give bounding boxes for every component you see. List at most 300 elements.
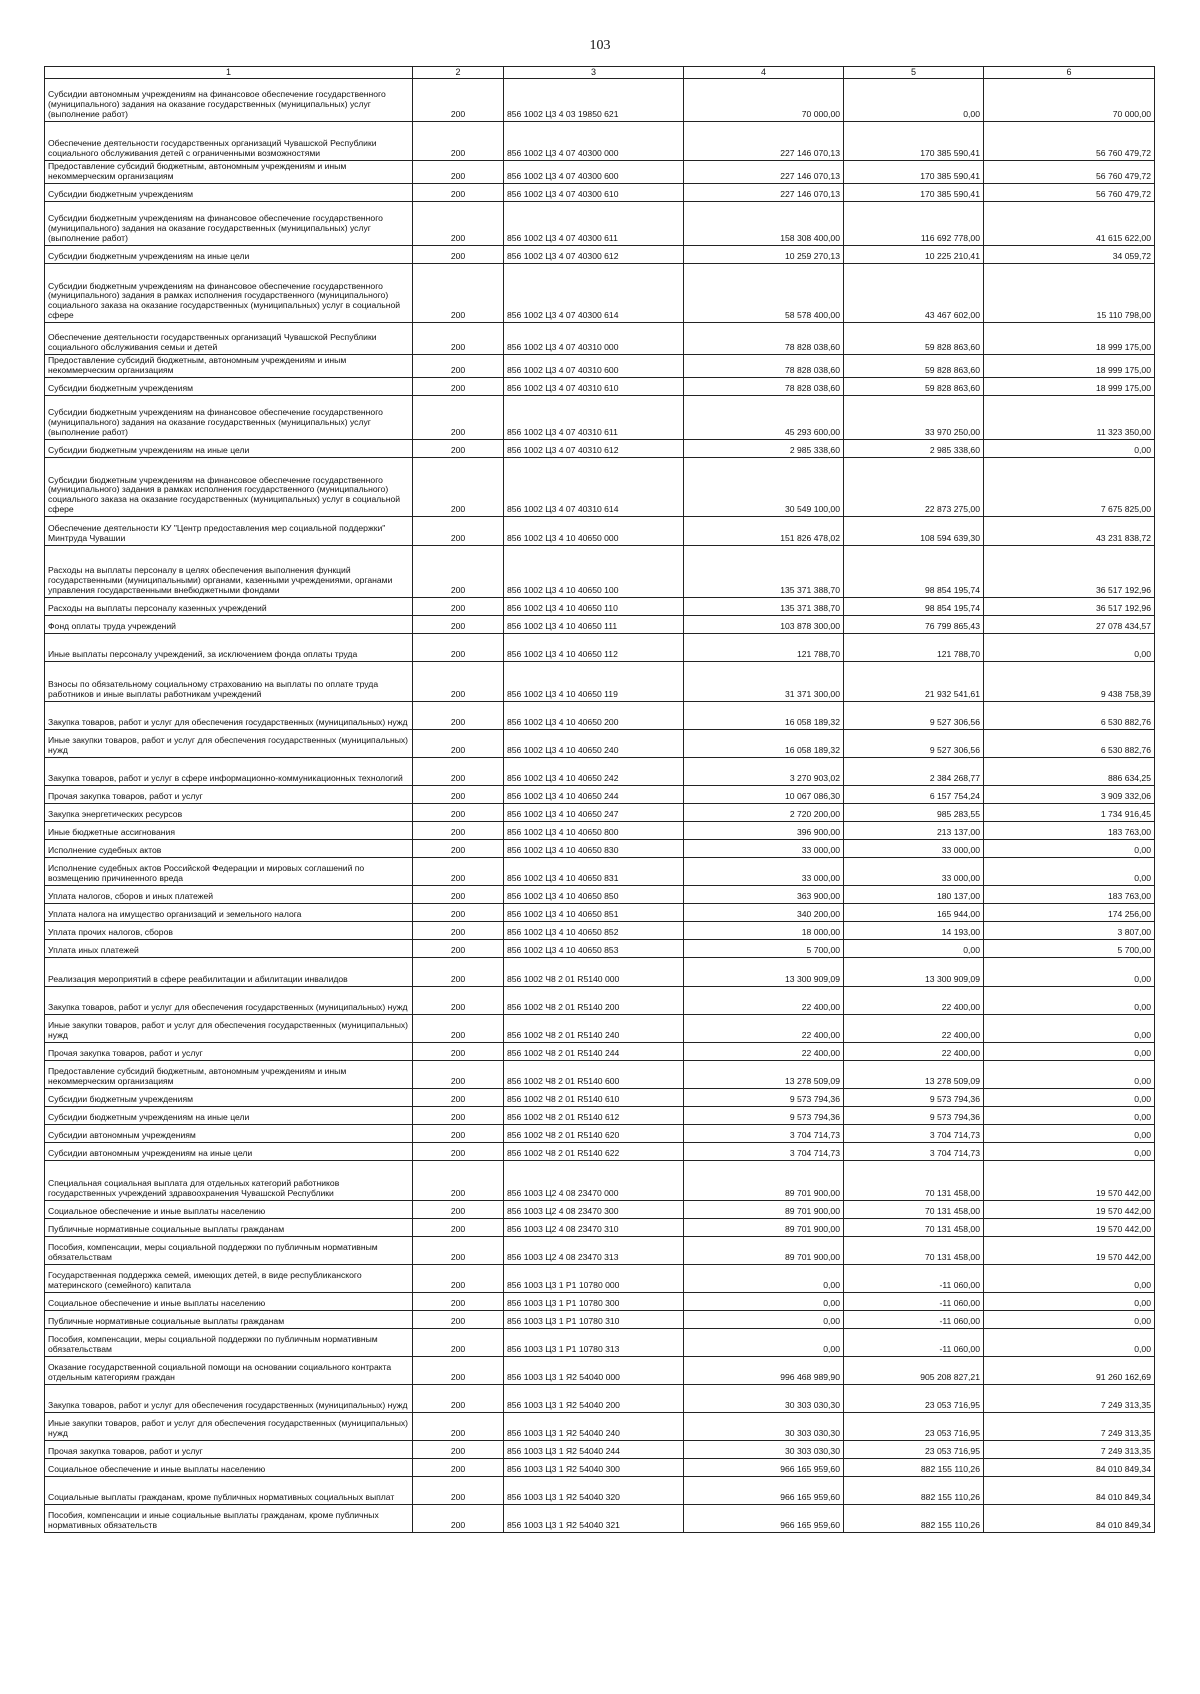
- row-admin-code: 200: [413, 1505, 504, 1533]
- row-name: Субсидии бюджетным учреждениям на финансовое обеспечение государственного (муниципального) задания на оказание государственных (муниципальных) услуг (выполнение работ): [45, 396, 413, 440]
- row-name: Специальная социальная выплата для отдельных категорий работников государственных учреждений здравоохранения Чувашской Республики: [45, 1161, 413, 1201]
- row-budget-code: 856 1003 Ц3 1 Я2 54040 200: [504, 1385, 684, 1413]
- table-row: [45, 378, 1155, 396]
- table-row: [45, 1505, 1155, 1533]
- row-admin-code: 200: [413, 822, 504, 840]
- table-row: [45, 1161, 1155, 1201]
- row-executed-amount: 9 527 306,56: [844, 702, 984, 730]
- row-planned-amount: 31 371 300,00: [684, 662, 844, 702]
- row-remaining-amount: 19 570 442,00: [984, 1219, 1155, 1237]
- row-admin-code: 200: [413, 458, 504, 517]
- row-planned-amount: 18 000,00: [684, 922, 844, 940]
- row-executed-amount: 213 137,00: [844, 822, 984, 840]
- row-remaining-amount: 0,00: [984, 958, 1155, 987]
- row-budget-code: 856 1002 Ц3 4 10 40650 242: [504, 758, 684, 786]
- row-remaining-amount: 91 260 162,69: [984, 1357, 1155, 1385]
- column-header: 1: [45, 67, 413, 79]
- row-executed-amount: 116 692 778,00: [844, 202, 984, 246]
- row-admin-code: 200: [413, 758, 504, 786]
- row-budget-code: 856 1002 Ц3 4 10 40650 111: [504, 616, 684, 634]
- row-executed-amount: 170 385 590,41: [844, 161, 984, 184]
- row-remaining-amount: 0,00: [984, 1311, 1155, 1329]
- table-body: [45, 67, 1155, 1533]
- row-admin-code: 200: [413, 1107, 504, 1125]
- row-executed-amount: 9 527 306,56: [844, 730, 984, 758]
- row-admin-code: 200: [413, 616, 504, 634]
- row-name: Пособия, компенсации, меры социальной поддержки по публичным нормативным обязательствам: [45, 1329, 413, 1357]
- row-executed-amount: 70 131 458,00: [844, 1201, 984, 1219]
- row-planned-amount: 158 308 400,00: [684, 202, 844, 246]
- row-budget-code: 856 1002 Ц3 4 10 40650 240: [504, 730, 684, 758]
- row-executed-amount: 108 594 639,30: [844, 517, 984, 546]
- row-budget-code: 856 1002 Ц3 4 07 40300 000: [504, 122, 684, 161]
- row-executed-amount: 33 000,00: [844, 858, 984, 886]
- row-planned-amount: 30 303 030,30: [684, 1441, 844, 1459]
- table-row: [45, 1219, 1155, 1237]
- row-remaining-amount: 0,00: [984, 1125, 1155, 1143]
- row-planned-amount: 0,00: [684, 1293, 844, 1311]
- table-row: [45, 1385, 1155, 1413]
- row-name: Предоставление субсидий бюджетным, автономным учреждениям и иным некоммерческим организациям: [45, 355, 413, 378]
- row-admin-code: 200: [413, 1357, 504, 1385]
- row-name: Государственная поддержка семей, имеющих детей, в виде республиканского материнского (семейного) капитала: [45, 1265, 413, 1293]
- row-remaining-amount: 56 760 479,72: [984, 161, 1155, 184]
- row-name: Обеспечение деятельности КУ "Центр предоставления мер социальной поддержки" Минтруда Чувашии: [45, 517, 413, 546]
- row-admin-code: 200: [413, 634, 504, 662]
- row-executed-amount: 882 155 110,26: [844, 1505, 984, 1533]
- row-planned-amount: 996 468 989,90: [684, 1357, 844, 1385]
- row-planned-amount: 966 165 959,60: [684, 1477, 844, 1505]
- row-admin-code: 200: [413, 1061, 504, 1089]
- row-executed-amount: 0,00: [844, 79, 984, 122]
- row-name: Публичные нормативные социальные выплаты гражданам: [45, 1311, 413, 1329]
- row-name: Закупка энергетических ресурсов: [45, 804, 413, 822]
- row-name: Иные выплаты персоналу учреждений, за исключением фонда оплаты труда: [45, 634, 413, 662]
- row-remaining-amount: 36 517 192,96: [984, 598, 1155, 616]
- row-executed-amount: 0,00: [844, 940, 984, 958]
- row-name: Социальное обеспечение и иные выплаты населению: [45, 1201, 413, 1219]
- table-row: [45, 1061, 1155, 1089]
- row-admin-code: 200: [413, 1311, 504, 1329]
- row-planned-amount: 227 146 070,13: [684, 122, 844, 161]
- row-admin-code: 200: [413, 1477, 504, 1505]
- row-name: Субсидии автономным учреждениям: [45, 1125, 413, 1143]
- table-row: [45, 1089, 1155, 1107]
- row-planned-amount: 33 000,00: [684, 840, 844, 858]
- row-remaining-amount: 886 634,25: [984, 758, 1155, 786]
- row-admin-code: 200: [413, 1219, 504, 1237]
- row-executed-amount: 3 704 714,73: [844, 1143, 984, 1161]
- row-budget-code: 856 1003 Ц3 1 Я2 54040 320: [504, 1477, 684, 1505]
- row-executed-amount: 70 131 458,00: [844, 1237, 984, 1265]
- row-executed-amount: 121 788,70: [844, 634, 984, 662]
- table-row: [45, 1201, 1155, 1219]
- table-row: [45, 987, 1155, 1015]
- table-row: [45, 1293, 1155, 1311]
- row-admin-code: 200: [413, 940, 504, 958]
- row-name: Субсидии бюджетным учреждениям на финансовое обеспечение государственного (муниципального) задания на оказание государственных (муниципальных) услуг (выполнение работ): [45, 202, 413, 246]
- table-row: [45, 1015, 1155, 1043]
- row-admin-code: 200: [413, 1441, 504, 1459]
- row-planned-amount: 89 701 900,00: [684, 1237, 844, 1265]
- row-budget-code: 856 1002 Ч8 2 01 R5140 610: [504, 1089, 684, 1107]
- row-budget-code: 856 1002 Ц3 4 10 40650 800: [504, 822, 684, 840]
- row-remaining-amount: 7 249 313,35: [984, 1441, 1155, 1459]
- row-executed-amount: -11 060,00: [844, 1293, 984, 1311]
- row-remaining-amount: 0,00: [984, 440, 1155, 458]
- row-remaining-amount: 7 249 313,35: [984, 1413, 1155, 1441]
- row-budget-code: 856 1002 Ч8 2 01 R5140 600: [504, 1061, 684, 1089]
- row-budget-code: 856 1002 Ц3 4 07 40310 614: [504, 458, 684, 517]
- row-planned-amount: 0,00: [684, 1311, 844, 1329]
- row-admin-code: 200: [413, 378, 504, 396]
- table-row: [45, 786, 1155, 804]
- row-budget-code: 856 1002 Ц3 4 10 40650 119: [504, 662, 684, 702]
- row-name: Прочая закупка товаров, работ и услуг: [45, 1441, 413, 1459]
- row-name: Оказание государственной социальной помощи на основании социального контракта отдельным категориям граждан: [45, 1357, 413, 1385]
- row-planned-amount: 3 270 903,02: [684, 758, 844, 786]
- column-number-row: [45, 67, 1155, 79]
- row-planned-amount: 3 704 714,73: [684, 1143, 844, 1161]
- row-executed-amount: 882 155 110,26: [844, 1477, 984, 1505]
- row-remaining-amount: 9 438 758,39: [984, 662, 1155, 702]
- table-row: [45, 202, 1155, 246]
- row-name: Субсидии бюджетным учреждениям: [45, 1089, 413, 1107]
- row-name: Иные закупки товаров, работ и услуг для обеспечения государственных (муниципальных) нужд: [45, 1015, 413, 1043]
- page-number: 103: [589, 38, 611, 53]
- table-row: [45, 922, 1155, 940]
- row-budget-code: 856 1003 Ц2 4 08 23470 313: [504, 1237, 684, 1265]
- row-executed-amount: 9 573 794,36: [844, 1107, 984, 1125]
- row-budget-code: 856 1003 Ц3 1 Я2 54040 244: [504, 1441, 684, 1459]
- row-admin-code: 200: [413, 246, 504, 264]
- row-planned-amount: 45 293 600,00: [684, 396, 844, 440]
- row-planned-amount: 22 400,00: [684, 1015, 844, 1043]
- row-admin-code: 200: [413, 598, 504, 616]
- row-remaining-amount: 19 570 442,00: [984, 1201, 1155, 1219]
- row-executed-amount: -11 060,00: [844, 1311, 984, 1329]
- row-budget-code: 856 1002 Ц3 4 07 40300 611: [504, 202, 684, 246]
- row-budget-code: 856 1002 Ч8 2 01 R5140 000: [504, 958, 684, 987]
- row-planned-amount: 0,00: [684, 1329, 844, 1357]
- row-planned-amount: 2 720 200,00: [684, 804, 844, 822]
- row-planned-amount: 121 788,70: [684, 634, 844, 662]
- row-name: Закупка товаров, работ и услуг для обеспечения государственных (муниципальных) нужд: [45, 987, 413, 1015]
- row-remaining-amount: 7 675 825,00: [984, 458, 1155, 517]
- row-planned-amount: 966 165 959,60: [684, 1505, 844, 1533]
- table-row: [45, 758, 1155, 786]
- row-budget-code: 856 1002 Ц3 4 07 40310 610: [504, 378, 684, 396]
- row-admin-code: 200: [413, 858, 504, 886]
- row-budget-code: 856 1002 Ц3 4 10 40650 112: [504, 634, 684, 662]
- row-name: Закупка товаров, работ и услуг в сфере информационно-коммуникационных технологий: [45, 758, 413, 786]
- row-name: Уплата налога на имущество организаций и земельного налога: [45, 904, 413, 922]
- row-executed-amount: 59 828 863,60: [844, 355, 984, 378]
- row-budget-code: 856 1002 Ц3 4 03 19850 621: [504, 79, 684, 122]
- row-budget-code: 856 1003 Ц3 1 P1 10780 313: [504, 1329, 684, 1357]
- row-executed-amount: 43 467 602,00: [844, 264, 984, 323]
- row-admin-code: 200: [413, 804, 504, 822]
- row-admin-code: 200: [413, 1329, 504, 1357]
- row-executed-amount: 6 157 754,24: [844, 786, 984, 804]
- row-budget-code: 856 1002 Ц3 4 10 40650 850: [504, 886, 684, 904]
- row-planned-amount: 58 578 400,00: [684, 264, 844, 323]
- row-budget-code: 856 1003 Ц3 1 P1 10780 310: [504, 1311, 684, 1329]
- row-executed-amount: 170 385 590,41: [844, 184, 984, 202]
- row-budget-code: 856 1002 Ц3 4 10 40650 852: [504, 922, 684, 940]
- row-executed-amount: 905 208 827,21: [844, 1357, 984, 1385]
- row-executed-amount: 2 384 268,77: [844, 758, 984, 786]
- row-executed-amount: 22 873 275,00: [844, 458, 984, 517]
- table-row: [45, 616, 1155, 634]
- row-planned-amount: 78 828 038,60: [684, 355, 844, 378]
- row-name: Иные бюджетные ассигнования: [45, 822, 413, 840]
- row-planned-amount: 151 826 478,02: [684, 517, 844, 546]
- column-header: 5: [844, 67, 984, 79]
- row-budget-code: 856 1002 Ч8 2 01 R5140 620: [504, 1125, 684, 1143]
- row-remaining-amount: 5 700,00: [984, 940, 1155, 958]
- row-remaining-amount: 27 078 434,57: [984, 616, 1155, 634]
- table-row: [45, 79, 1155, 122]
- table-row: [45, 702, 1155, 730]
- row-name: Субсидии бюджетным учреждениям: [45, 378, 413, 396]
- row-executed-amount: 98 854 195,74: [844, 546, 984, 598]
- row-admin-code: 200: [413, 264, 504, 323]
- row-name: Социальное обеспечение и иные выплаты населению: [45, 1293, 413, 1311]
- row-remaining-amount: 1 734 916,45: [984, 804, 1155, 822]
- row-name: Прочая закупка товаров, работ и услуг: [45, 1043, 413, 1061]
- table-row: [45, 355, 1155, 378]
- row-admin-code: 200: [413, 79, 504, 122]
- row-name: Закупка товаров, работ и услуг для обеспечения государственных (муниципальных) нужд: [45, 702, 413, 730]
- table-row: [45, 840, 1155, 858]
- row-admin-code: 200: [413, 202, 504, 246]
- row-admin-code: 200: [413, 122, 504, 161]
- table-row: [45, 1357, 1155, 1385]
- table-row: [45, 1043, 1155, 1061]
- row-name: Исполнение судебных актов Российской Федерации и мировых соглашений по возмещению причиненного вреда: [45, 858, 413, 886]
- row-admin-code: 200: [413, 1015, 504, 1043]
- row-budget-code: 856 1002 Ц3 4 07 40310 600: [504, 355, 684, 378]
- row-admin-code: 200: [413, 702, 504, 730]
- row-name: Обеспечение деятельности государственных организаций Чувашской Республики социального обслуживания детей с ограниченными возможностями: [45, 122, 413, 161]
- row-planned-amount: 13 278 509,09: [684, 1061, 844, 1089]
- row-name: Расходы на выплаты персоналу в целях обеспечения выполнения функций государственными (муниципальными) органами, казенными учреждениями, органами управления государственными внебюджетными фондами: [45, 546, 413, 598]
- row-remaining-amount: 19 570 442,00: [984, 1237, 1155, 1265]
- table-row: [45, 822, 1155, 840]
- row-admin-code: 200: [413, 1237, 504, 1265]
- row-budget-code: 856 1003 Ц2 4 08 23470 310: [504, 1219, 684, 1237]
- row-remaining-amount: 0,00: [984, 987, 1155, 1015]
- row-executed-amount: 14 193,00: [844, 922, 984, 940]
- row-remaining-amount: 183 763,00: [984, 822, 1155, 840]
- row-name: Уплата прочих налогов, сборов: [45, 922, 413, 940]
- row-admin-code: 200: [413, 886, 504, 904]
- row-budget-code: 856 1002 Ц3 4 07 40310 000: [504, 323, 684, 355]
- row-budget-code: 856 1003 Ц3 1 Я2 54040 321: [504, 1505, 684, 1533]
- row-name: Субсидии автономным учреждениям на финансовое обеспечение государственного (муниципального) задания на оказание государственных (муниципальных) услуг (выполнение работ): [45, 79, 413, 122]
- row-budget-code: 856 1002 Ц3 4 10 40650 000: [504, 517, 684, 546]
- row-name: Уплата иных платежей: [45, 940, 413, 958]
- row-planned-amount: 227 146 070,13: [684, 161, 844, 184]
- row-admin-code: 200: [413, 396, 504, 440]
- table-row: [45, 1329, 1155, 1357]
- table-row: [45, 546, 1155, 598]
- table-row: [45, 323, 1155, 355]
- row-name: Исполнение судебных актов: [45, 840, 413, 858]
- row-budget-code: 856 1002 Ц3 4 10 40650 110: [504, 598, 684, 616]
- row-remaining-amount: 0,00: [984, 1329, 1155, 1357]
- row-planned-amount: 9 573 794,36: [684, 1107, 844, 1125]
- row-executed-amount: -11 060,00: [844, 1329, 984, 1357]
- row-planned-amount: 2 985 338,60: [684, 440, 844, 458]
- row-admin-code: 200: [413, 662, 504, 702]
- row-remaining-amount: 174 256,00: [984, 904, 1155, 922]
- row-name: Реализация мероприятий в сфере реабилитации и абилитации инвалидов: [45, 958, 413, 987]
- table-row: [45, 598, 1155, 616]
- row-admin-code: 200: [413, 323, 504, 355]
- row-remaining-amount: 11 323 350,00: [984, 396, 1155, 440]
- row-budget-code: 856 1002 Ц3 4 07 40310 611: [504, 396, 684, 440]
- row-planned-amount: 10 259 270,13: [684, 246, 844, 264]
- row-name: Обеспечение деятельности государственных организаций Чувашской Республики социального обслуживания семьи и детей: [45, 323, 413, 355]
- row-admin-code: 200: [413, 922, 504, 940]
- table-row: [45, 1107, 1155, 1125]
- row-name: Иные закупки товаров, работ и услуг для обеспечения государственных (муниципальных) нужд: [45, 730, 413, 758]
- row-executed-amount: 13 278 509,09: [844, 1061, 984, 1089]
- row-budget-code: 856 1002 Ц3 4 07 40300 600: [504, 161, 684, 184]
- table-row: [45, 184, 1155, 202]
- row-remaining-amount: 84 010 849,34: [984, 1459, 1155, 1477]
- row-budget-code: 856 1002 Ц3 4 07 40300 610: [504, 184, 684, 202]
- row-budget-code: 856 1003 Ц3 1 Я2 54040 000: [504, 1357, 684, 1385]
- row-admin-code: 200: [413, 184, 504, 202]
- row-admin-code: 200: [413, 840, 504, 858]
- row-budget-code: 856 1003 Ц3 1 P1 10780 300: [504, 1293, 684, 1311]
- row-planned-amount: 16 058 189,32: [684, 730, 844, 758]
- row-executed-amount: 22 400,00: [844, 1043, 984, 1061]
- table-row: [45, 858, 1155, 886]
- row-admin-code: 200: [413, 161, 504, 184]
- row-remaining-amount: 0,00: [984, 858, 1155, 886]
- row-budget-code: 856 1002 Ц3 4 10 40650 247: [504, 804, 684, 822]
- row-remaining-amount: 36 517 192,96: [984, 546, 1155, 598]
- row-name: Взносы по обязательному социальному страхованию на выплаты по оплате труда работников и иные выплаты работникам учреждений: [45, 662, 413, 702]
- row-name: Уплата налогов, сборов и иных платежей: [45, 886, 413, 904]
- row-admin-code: 200: [413, 1201, 504, 1219]
- row-admin-code: 200: [413, 1043, 504, 1061]
- row-remaining-amount: 0,00: [984, 1143, 1155, 1161]
- row-executed-amount: 22 400,00: [844, 987, 984, 1015]
- row-admin-code: 200: [413, 1459, 504, 1477]
- row-planned-amount: 78 828 038,60: [684, 378, 844, 396]
- row-budget-code: 856 1002 Ц3 4 10 40650 831: [504, 858, 684, 886]
- row-remaining-amount: 183 763,00: [984, 886, 1155, 904]
- row-planned-amount: 30 303 030,30: [684, 1413, 844, 1441]
- table-row: [45, 161, 1155, 184]
- row-name: Субсидии бюджетным учреждениям на финансовое обеспечение государственного (муниципального) задания в рамках исполнения государственного (муниципального) социального заказа на оказание государственных (муниципальных) услуг в социальной сфере: [45, 264, 413, 323]
- row-remaining-amount: 3 807,00: [984, 922, 1155, 940]
- row-remaining-amount: 70 000,00: [984, 79, 1155, 122]
- row-name: Субсидии бюджетным учреждениям на иные цели: [45, 440, 413, 458]
- row-admin-code: 200: [413, 730, 504, 758]
- table-row: [45, 904, 1155, 922]
- row-executed-amount: 985 283,55: [844, 804, 984, 822]
- row-executed-amount: 3 704 714,73: [844, 1125, 984, 1143]
- row-budget-code: 856 1002 Ч8 2 01 R5140 622: [504, 1143, 684, 1161]
- row-admin-code: 200: [413, 355, 504, 378]
- row-planned-amount: 135 371 388,70: [684, 546, 844, 598]
- row-remaining-amount: 0,00: [984, 1015, 1155, 1043]
- table-row: [45, 122, 1155, 161]
- row-remaining-amount: 6 530 882,76: [984, 730, 1155, 758]
- row-admin-code: 200: [413, 1089, 504, 1107]
- row-planned-amount: 78 828 038,60: [684, 323, 844, 355]
- table-row: [45, 634, 1155, 662]
- row-name: Субсидии бюджетным учреждениям: [45, 184, 413, 202]
- row-planned-amount: 89 701 900,00: [684, 1219, 844, 1237]
- row-planned-amount: 0,00: [684, 1265, 844, 1293]
- row-executed-amount: 22 400,00: [844, 1015, 984, 1043]
- row-admin-code: 200: [413, 786, 504, 804]
- row-name: Предоставление субсидий бюджетным, автономным учреждениям и иным некоммерческим организациям: [45, 1061, 413, 1089]
- row-admin-code: 200: [413, 1293, 504, 1311]
- table-row: [45, 1311, 1155, 1329]
- row-budget-code: 856 1002 Ч8 2 01 R5140 240: [504, 1015, 684, 1043]
- row-budget-code: 856 1003 Ц3 1 Я2 54040 300: [504, 1459, 684, 1477]
- row-name: Пособия, компенсации, меры социальной поддержки по публичным нормативным обязательствам: [45, 1237, 413, 1265]
- row-executed-amount: 23 053 716,95: [844, 1413, 984, 1441]
- table-row: [45, 804, 1155, 822]
- row-name: Предоставление субсидий бюджетным, автономным учреждениям и иным некоммерческим организациям: [45, 161, 413, 184]
- row-budget-code: 856 1002 Ц3 4 10 40650 851: [504, 904, 684, 922]
- row-admin-code: 200: [413, 1413, 504, 1441]
- table-row: [45, 1237, 1155, 1265]
- row-name: Иные закупки товаров, работ и услуг для обеспечения государственных (муниципальных) нужд: [45, 1413, 413, 1441]
- row-remaining-amount: 0,00: [984, 840, 1155, 858]
- row-admin-code: 200: [413, 1143, 504, 1161]
- row-budget-code: 856 1002 Ц3 4 10 40650 853: [504, 940, 684, 958]
- row-remaining-amount: 0,00: [984, 1061, 1155, 1089]
- row-admin-code: 200: [413, 1161, 504, 1201]
- table-row: [45, 940, 1155, 958]
- row-name: Субсидии бюджетным учреждениям на финансовое обеспечение государственного (муниципального) задания в рамках исполнения государственного (муниципального) социального заказа на оказание государственных (муниципальных) услуг в социальной сфере: [45, 458, 413, 517]
- row-planned-amount: 22 400,00: [684, 1043, 844, 1061]
- row-budget-code: 856 1002 Ц3 4 10 40650 244: [504, 786, 684, 804]
- row-name: Закупка товаров, работ и услуг для обеспечения государственных (муниципальных) нужд: [45, 1385, 413, 1413]
- row-executed-amount: 59 828 863,60: [844, 323, 984, 355]
- row-executed-amount: 10 225 210,41: [844, 246, 984, 264]
- row-budget-code: 856 1003 Ц3 1 P1 10780 000: [504, 1265, 684, 1293]
- row-name: Субсидии бюджетным учреждениям на иные цели: [45, 246, 413, 264]
- row-executed-amount: 59 828 863,60: [844, 378, 984, 396]
- table-row: [45, 396, 1155, 440]
- row-executed-amount: 98 854 195,74: [844, 598, 984, 616]
- row-name: Социальное обеспечение и иные выплаты населению: [45, 1459, 413, 1477]
- row-executed-amount: 21 932 541,61: [844, 662, 984, 702]
- row-name: Расходы на выплаты персоналу казенных учреждений: [45, 598, 413, 616]
- row-admin-code: 200: [413, 904, 504, 922]
- table-row: [45, 517, 1155, 546]
- table-row: [45, 1413, 1155, 1441]
- row-executed-amount: 23 053 716,95: [844, 1441, 984, 1459]
- row-planned-amount: 89 701 900,00: [684, 1201, 844, 1219]
- row-planned-amount: 22 400,00: [684, 987, 844, 1015]
- row-executed-amount: 70 131 458,00: [844, 1161, 984, 1201]
- row-budget-code: 856 1002 Ц3 4 10 40650 100: [504, 546, 684, 598]
- table-row: [45, 1125, 1155, 1143]
- table-row: [45, 1477, 1155, 1505]
